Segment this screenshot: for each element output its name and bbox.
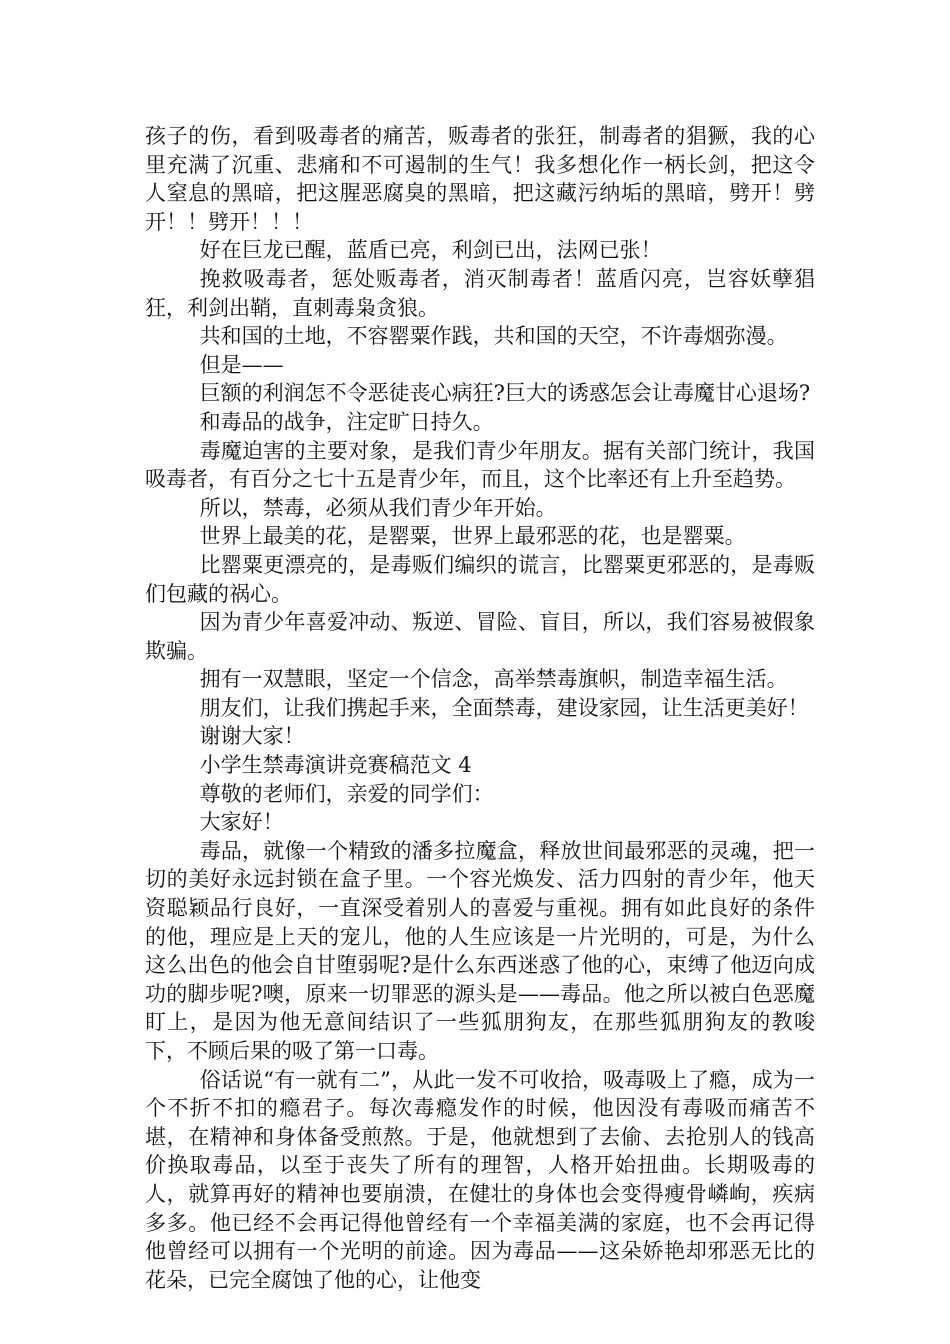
paragraph: 俗话说“有一就有二”，从此一发不可收拾，吸毒吸上了瘾，成为一个不折不扣的瘾君子。每次毒瘾发作的时候，他因没有毒吸而痛苦不堪，在精神和身体备受煎熬。于是，他就想到了去偷、去抢别人的钱高价换取毒品，以至于丧失了所有的理智，人格开始扭曲。长期吸毒的人，就算再好的精神也要崩溃，在健壮的身体也会变得瘦骨嶙峋，疾病多多。他已经不会再记得他曾经有一个幸福美满的家庭，也不会再记得他曾经可以拥有一个光明的前途。因为毒品——这朵娇艳却邪恶无比的花朵，已完全腐蚀了他的心，让他变 [145, 1067, 815, 1292]
section-heading: 小学生禁毒演讲竞赛稿范文 4 [199, 753, 472, 778]
paragraph: 所以，禁毒，必须从我们青少年开始。 [199, 495, 557, 520]
paragraph: 毒魔迫害的主要对象，是我们青少年朋友。据有关部门统计，我国吸毒者，有百分之七十五是青少年，而且，这个比率还有上升至趋势。 [145, 438, 815, 492]
paragraph: 挽救吸毒者，惩处贩毒者，消灭制毒者！蓝盾闪亮，岂容妖孽猖狂，利剑出鞘，直刺毒枭贪狼。 [145, 266, 815, 320]
document-body [145, 122, 815, 1294]
paragraph: 但是—— [199, 352, 284, 377]
salutation: 尊敬的老师们，亲爱的同学们： [199, 781, 494, 806]
paragraph: 朋友们，让我们携起手来，全面禁毒，建设家园，让生活更美好！ [199, 695, 809, 720]
paragraph: 谢谢大家！ [199, 724, 305, 749]
paragraph: 世界上最美的花，是罂粟，世界上最邪恶的花，也是罂粟。 [199, 524, 746, 549]
paragraph: 毒品，就像一个精致的潘多拉魔盒，释放世间最邪恶的灵魂，把一切的美好永远封锁在盒子里。一个容光焕发、活力四射的青少年，他天资聪颖品行良好，一直深受着别人的喜爱与重视。拥有如此良好的条件的他，理应是上天的宠儿，他的人生应该是一片光明的，可是，为什么这么出色的他会自甘堕弱呢?是什么东西迷惑了他的心，束缚了他迈向成功的脚步呢?噢，原来一切罪恶的源头是——毒品。他之所以被白色恶魔盯上，是因为他无意间结识了一些狐朋狗友，在那些狐朋狗友的教唆下，不顾后果的吸了第一口毒。 [145, 838, 815, 1063]
paragraph: 拥有一双慧眼，坚定一个信念，高举禁毒旗帜，制造幸福生活。 [199, 667, 788, 692]
paragraph: 好在巨龙已醒，蓝盾已亮，利剑已出，法网已张！ [199, 238, 662, 263]
paragraph: 和毒品的战争，注定旷日持久。 [199, 409, 494, 434]
paragraph: 孩子的伤，看到吸毒者的痛苦，贩毒者的张狂，制毒者的猖獗，我的心里充满了沉重、悲痛和不可遏制的生气！我多想化作一柄长剑，把这令人窒息的黑暗，把这腥恶腐臭的黑暗，把这藏污纳垢的黑暗，劈开！劈开！！劈开！！！ [145, 124, 815, 234]
paragraph: 因为青少年喜爱冲动、叛逆、冒险、盲目，所以，我们容易被假象欺骗。 [145, 610, 815, 663]
paragraph: 巨额的利润怎不令恶徒丧心病狂?巨大的诱惑怎会让毒魔甘心退场? [199, 381, 811, 406]
greeting: 大家好！ [199, 810, 284, 835]
paragraph: 比罂粟更漂亮的，是毒贩们编织的谎言，比罂粟更邪恶的，是毒贩们包藏的祸心。 [145, 552, 815, 606]
paragraph: 共和国的土地，不容罂粟作践，共和国的天空，不许毒烟弥漫。 [199, 324, 788, 349]
